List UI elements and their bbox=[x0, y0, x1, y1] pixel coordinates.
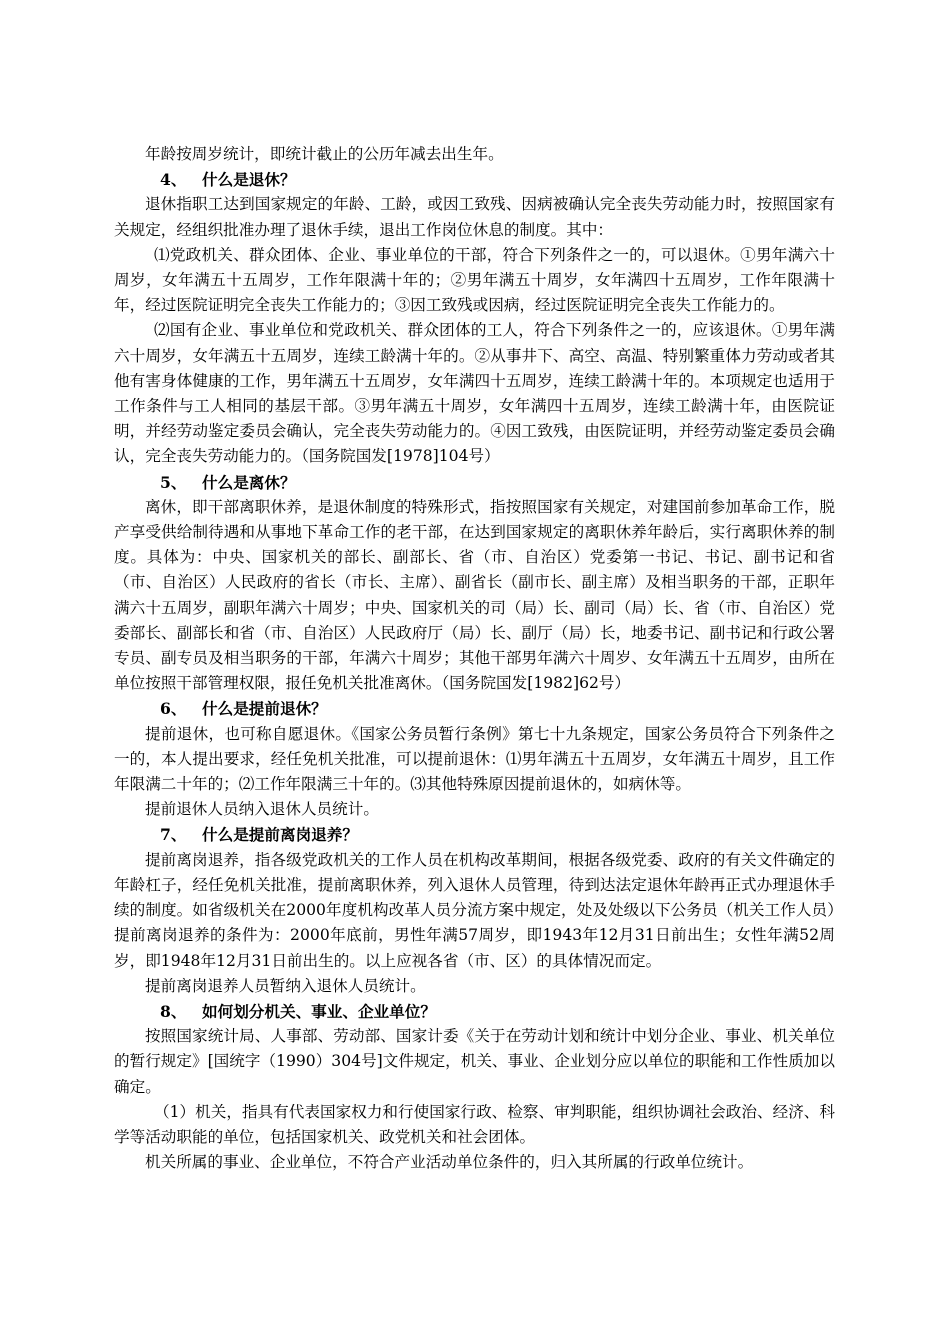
paragraph: 年龄按周岁统计，即统计截止的公历年减去出生年。 bbox=[145, 145, 504, 163]
paragraph: 机关所属的事业、企业单位，不符合产业活动单位条件的，归入其所属的行政单位统计。 bbox=[145, 1153, 754, 1172]
section-heading bbox=[114, 167, 835, 192]
section-title: 如何划分机关、事业、企业单位？ bbox=[202, 1001, 436, 1021]
section-title: 什么是提前离岗退养？ bbox=[202, 825, 358, 845]
list-item: ⑵国有企业、事业单位和党政机关、群众团体的工人，符合下列条件之一的，应该退休。①男年满六十周岁，女年满五十五周岁，连续工龄满十年的。②从事井下、高空、高温、特别繁重体力劳动或者其他有害身体健康的工作，男年满五十五周岁，女年满四十五周岁，连续工龄满十年的。本项规定也适用于工作条件与工人相同的基层干部。③男年满五十周岁，女年满四十五周岁，连续工龄满十年，由医院证明，并经劳动鉴定委员会确认，完全丧失劳动能力的。④因工致残，由医院证明，并经劳动鉴定委员会确认，完全丧失劳动能力的。（国务院国发[1978]104号） bbox=[114, 321, 835, 466]
section-title: 什么是离休？ bbox=[202, 472, 296, 492]
paragraph: 离休，即干部离职休养，是退休制度的特殊形式，指按照国家有关规定，对建国前参加革命工作，脱产享受供给制待遇和从事地下革命工作的老干部，在达到国家规定的离职休养年龄后，实行离职休养的制度。具体为：中央、国家机关的部长、副部长、省（市、自治区）党委第一书记、书记、副书记和省（市、自治区）人民政府的省长（市长、主席）、副省长（副市长、副主席）及相当职务的干部，正职年满六十五周岁，副职年满六十周岁；中央、国家机关的司（局）长、副司（局）长、省（市、自治区）党委部长、副部长和省（市、自治区）人民政府厅（局）长、副厅（局）长，地委书记、副书记和行政公署专员、副专员及相当职务的干部，年满六十周岁；其他干部男年满六十周岁、女年满五十五周岁，由所在单位按照干部管理权限，报任免机关批准离休。（国务院国发[1982]62号） bbox=[114, 497, 835, 693]
paragraph: 提前离岗退养，指各级党政机关的工作人员在机构改革期间，根据各级党委、政府的有关文件确定的年龄杠子，经任免机关批准，提前离职休养，列入退休人员管理，待到达法定退休年龄再正式办理退休手续的制度。如省级机关在2000年度机构改革人员分流方案中规定，处及处级以下公务员（机关工作人员）提前离岗退养的条件为：2000年底前，男性年满57周岁，即1943年12月31日前出生；女性年满52周岁，即1948年12月31日前出生的。以上应视各省（市、区）的具体情况而定。 bbox=[114, 850, 835, 970]
paragraph: 提前离岗退养人员暂纳入退休人员统计。 bbox=[145, 976, 426, 995]
section-heading bbox=[114, 696, 835, 721]
section-number: 6、 bbox=[160, 699, 187, 719]
document-body bbox=[114, 142, 835, 1175]
list-item: （1）机关，指具有代表国家权力和行使国家行政、检察、审判职能，组织协调社会政治、经济、科学等活动职能的单位，包括国家机关、政党机关和社会团体。 bbox=[114, 1102, 835, 1146]
paragraph: 提前退休，也可称自愿退休。《国家公务员暂行条例》第七十九条规定，国家公务员符合下列条件之一的，本人提出要求，经任免机关批准，可以提前退休：⑴男年满五十五周岁，女年满五十周岁，且工作年限满二十年的；⑵工作年限满三十年的。⑶其他特殊原因提前退休的，如病休等。 bbox=[114, 724, 835, 794]
section-number: 4、 bbox=[160, 170, 187, 190]
section-number: 7、 bbox=[160, 825, 187, 845]
paragraph: 提前退休人员纳入退休人员统计。 bbox=[145, 800, 379, 819]
section-heading bbox=[114, 999, 835, 1024]
paragraph: 按照国家统计局、人事部、劳动部、国家计委《关于在劳动计划和统计中划分企业、事业、机关单位的暂行规定》[国统字（1990）304号]文件规定，机关、事业、企业划分应以单位的职能和工作性质加以确定。 bbox=[114, 1027, 835, 1096]
section-number: 5、 bbox=[160, 472, 187, 492]
section-heading bbox=[114, 470, 835, 495]
section-heading bbox=[114, 822, 835, 847]
section-number: 8、 bbox=[160, 1001, 187, 1021]
section-title: 什么是提前退休？ bbox=[202, 699, 327, 719]
list-item: ⑴党政机关、群众团体、企业、事业单位的干部，符合下列条件之一的，可以退休。①男年满六十周岁，女年满五十五周岁，工作年限满十年的；②男年满五十周岁，女年满四十五周岁，工作年限满十年，经过医院证明完全丧失工作能力的；③因工致残或因病，经过医院证明完全丧失工作能力的。 bbox=[114, 245, 835, 315]
paragraph: 退休指职工达到国家规定的年龄、工龄，或因工致残、因病被确认完全丧失劳动能力时，按照国家有关规定，经组织批准办理了退休手续，退出工作岗位休息的制度。其中： bbox=[114, 195, 835, 239]
section-title: 什么是退休？ bbox=[202, 170, 296, 190]
